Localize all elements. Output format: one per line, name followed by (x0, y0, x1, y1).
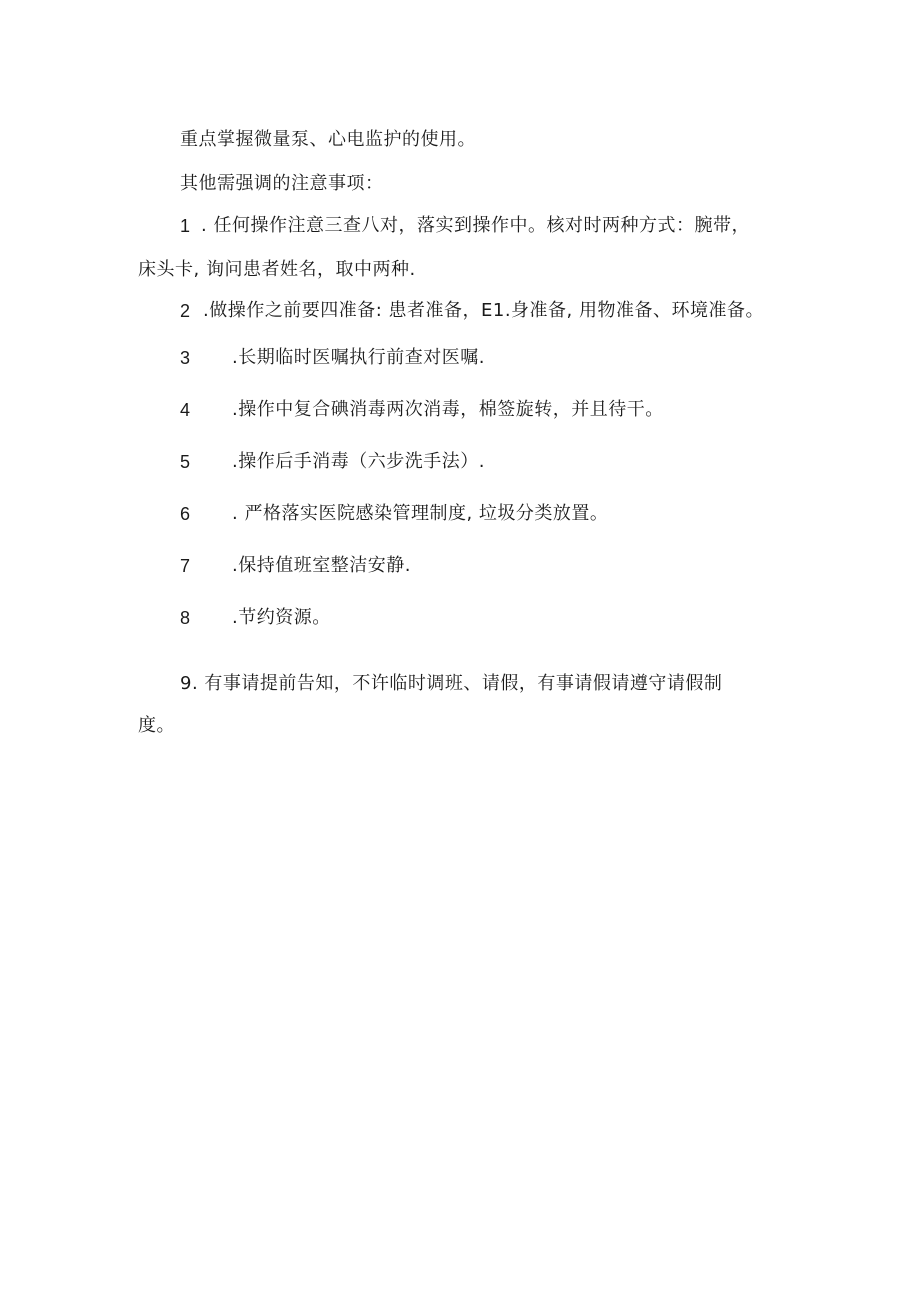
item-1-text-line2: 床头卡, 询问患者姓名，取中两种. (138, 259, 416, 280)
item-9-text-line1: 9. 有事请提前告知，不许临时调班、请假，有事请假请遵守请假制 (180, 673, 723, 694)
item-2-text: .做操作之前要四准备: 患者准备，E1.身准备, 用物准备、环境准备。 (203, 300, 764, 321)
item-5-text: .操作后手消毒（六步洗手法）. (232, 451, 485, 472)
item-1-text-line1: . 任何操作注意三查八对，落实到操作中。核对时两种方式：腕带， (201, 215, 750, 236)
item-7-text: .保持值班室整洁安静. (232, 555, 411, 576)
item-3-number: 3 (180, 348, 191, 368)
item-5-number: 5 (180, 452, 191, 472)
item-1-number: 1 (180, 216, 191, 236)
item-9-text-line2: 度。 (138, 715, 175, 736)
item-4-text: .操作中复合碘消毒两次消毒，棉签旋转，并且待干。 (232, 399, 664, 420)
item-2-number: 2 (180, 301, 191, 321)
item-4-number: 4 (180, 400, 191, 420)
item-3-text: .长期临时医嘱执行前查对医嘱. (232, 347, 485, 368)
item-8-number: 8 (180, 608, 191, 628)
intro-line: 重点掌握微量泵、心电监护的使用。 (180, 129, 476, 150)
item-6-number: 6 (180, 504, 191, 524)
notes-heading: 其他需强调的注意事项： (180, 173, 384, 194)
item-8-text: .节约资源。 (232, 607, 331, 628)
item-6-text: . 严格落实医院感染管理制度, 垃圾分类放置。 (232, 503, 609, 524)
item-7-number: 7 (180, 556, 191, 576)
